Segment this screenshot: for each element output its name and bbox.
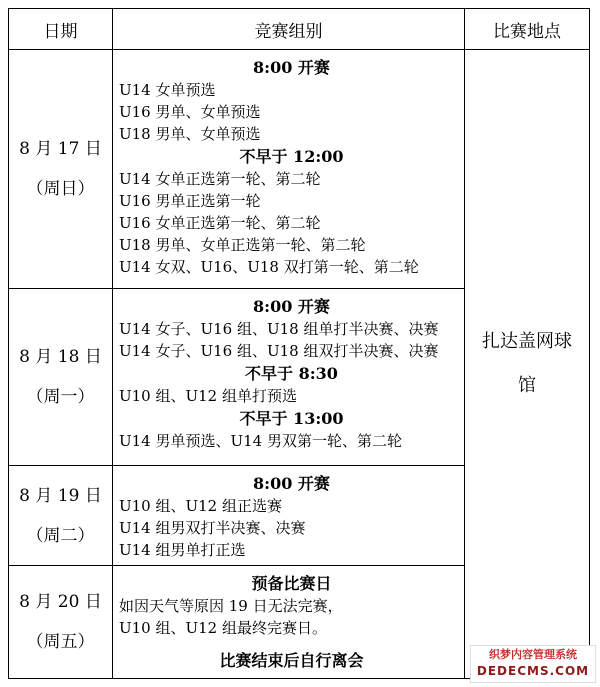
- session-heading: 不早于 8:30: [245, 364, 338, 383]
- events-cell: [113, 50, 465, 289]
- schedule-table: [8, 8, 590, 679]
- header-category: 竞赛组别: [113, 9, 465, 50]
- event-line: U14 女双、U16、U18 双打第一轮、第二轮: [119, 258, 419, 276]
- event-line: U16 女单正选第一轮、第二轮: [119, 214, 321, 232]
- venue-cell: [465, 50, 590, 679]
- weekday-text: （周五）: [26, 632, 95, 652]
- session-heading: 不早于 13:00: [239, 409, 344, 428]
- events-cell: [113, 466, 465, 566]
- date-cell: [9, 50, 113, 289]
- session-heading: 8:00 开赛: [253, 58, 330, 77]
- session-heading: 预备比赛日: [251, 574, 332, 593]
- header-date: 日期: [9, 9, 113, 50]
- event-line: U16 男单正选第一轮: [119, 192, 261, 210]
- date-text: 8 月 18 日: [19, 347, 102, 367]
- events-cell: [113, 289, 465, 466]
- date-text: 8 月 17 日: [19, 139, 102, 159]
- date-cell: [9, 566, 113, 679]
- date-cell: [9, 466, 113, 566]
- table-row: [9, 50, 590, 289]
- date-text: 8 月 20 日: [19, 592, 102, 612]
- watermark-logo: [470, 645, 596, 683]
- weekday-text: （周一）: [26, 387, 95, 407]
- watermark-domain: DEDECMS.COM: [476, 664, 590, 678]
- event-line: U14 组男单打正选: [119, 541, 246, 559]
- closing-note: 比赛结束后自行离会: [219, 651, 364, 670]
- event-line: U14 女单正选第一轮、第二轮: [119, 170, 321, 188]
- event-line: U10 组、U12 组正选赛: [119, 497, 282, 515]
- weekday-text: （周二）: [26, 525, 95, 546]
- event-line: U14 组男双打半决赛、决赛: [119, 519, 306, 537]
- session-heading: 8:00 开赛: [253, 474, 330, 493]
- date-cell: [9, 289, 113, 466]
- spacer: [119, 639, 464, 649]
- event-line: 如因天气等原因 19 日无法完赛，: [119, 597, 343, 615]
- venue-line: 扎达盖网球: [482, 331, 572, 352]
- weekday-text: （周日）: [26, 179, 95, 199]
- event-line: U14 女子、U16 组、U18 组单打半决赛、决赛: [119, 320, 439, 338]
- event-line: U14 女单预选: [119, 81, 216, 99]
- event-line: U14 男单预选、U14 男双第一轮、第二轮: [119, 432, 402, 450]
- watermark-text: 织梦内容管理系统: [489, 648, 577, 661]
- header-venue: 比赛地点: [465, 9, 590, 50]
- session-heading: 不早于 12:00: [239, 147, 344, 166]
- event-line: U10 组、U12 组最终完赛日。: [119, 619, 327, 637]
- header-row: [9, 9, 590, 50]
- session-heading: 8:00 开赛: [253, 297, 330, 316]
- event-line: U14 女子、U16 组、U18 组双打半决赛、决赛: [119, 342, 439, 360]
- event-line: U10 组、U12 组单打预选: [119, 387, 297, 405]
- event-line: U16 男单、女单预选: [119, 103, 261, 121]
- events-cell: [113, 566, 465, 679]
- event-line: U18 男单、女单正选第一轮、第二轮: [119, 236, 366, 254]
- event-line: U18 男单、女单预选: [119, 125, 261, 143]
- date-text: 8 月 19 日: [19, 485, 102, 506]
- venue-line: 馆: [518, 375, 536, 396]
